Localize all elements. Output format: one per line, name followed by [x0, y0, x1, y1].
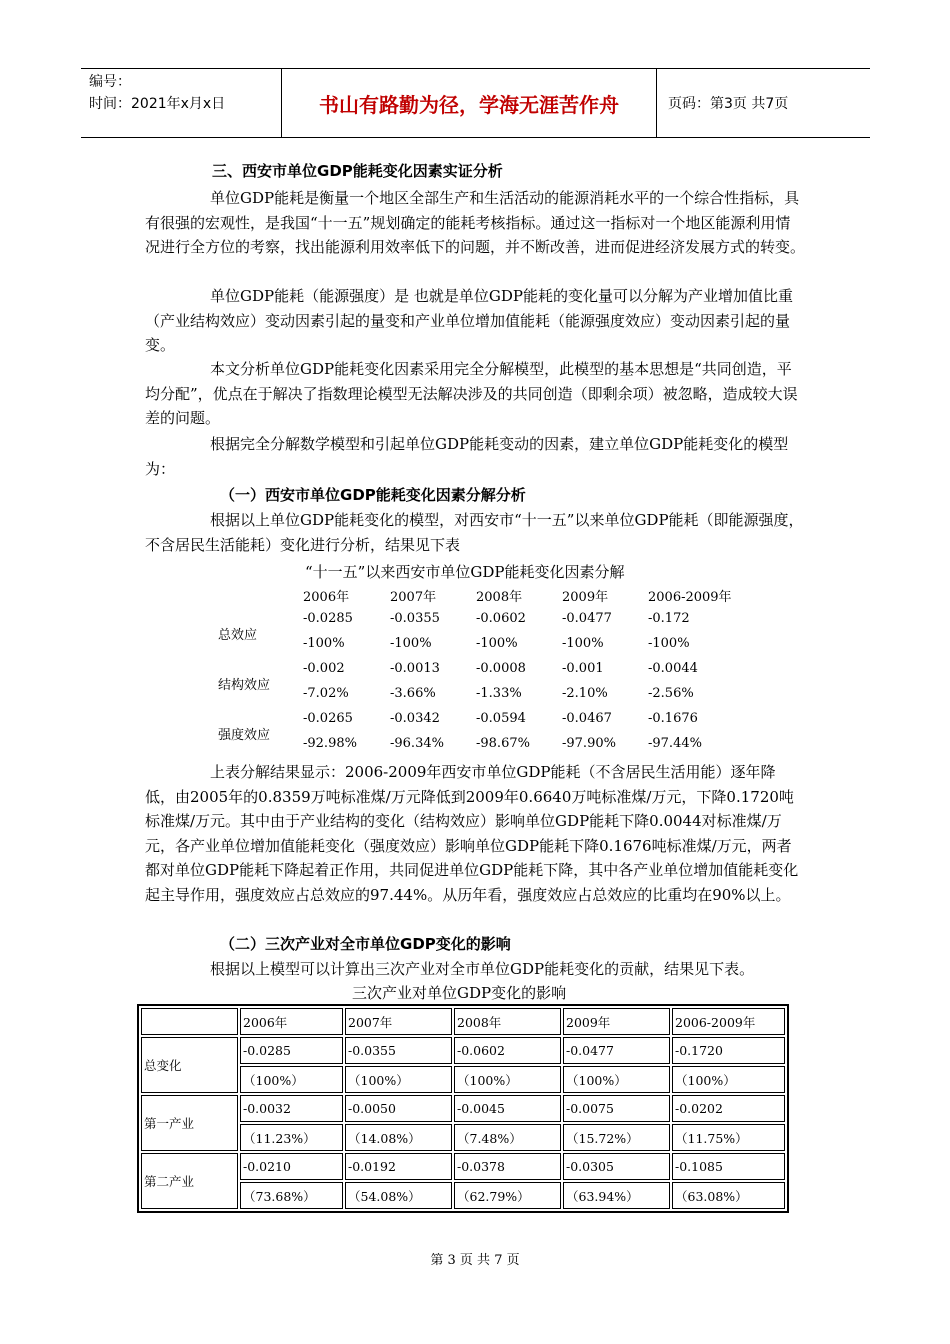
table2-year: 2006-2009年: [672, 1008, 785, 1035]
table2-cell: （100%）: [454, 1066, 561, 1093]
table2-cell: （100%）: [563, 1066, 670, 1093]
table1-year-4: 2009年: [562, 590, 609, 605]
table1-cell: -0.002: [303, 661, 345, 676]
table2-year: 2008年: [454, 1008, 561, 1035]
table2-cell: -0.0192: [345, 1153, 452, 1180]
table1-cell: -1.33%: [476, 686, 522, 701]
table1-cell: -100%: [390, 636, 432, 651]
table2-year: 2009年: [563, 1008, 670, 1035]
table1-cell: -100%: [476, 636, 518, 651]
table1-year-3: 2008年: [476, 590, 523, 605]
table1-cell: -0.0013: [390, 661, 440, 676]
table2-cell: （100%）: [240, 1066, 343, 1093]
table1-cell: -0.0285: [303, 611, 353, 626]
table2-row: [141, 1153, 785, 1180]
table2-cell: （54.08%）: [345, 1182, 452, 1209]
table2-cell: -0.0075: [563, 1095, 670, 1122]
table2-row-label: 总变化: [141, 1037, 238, 1093]
table2-year: 2007年: [345, 1008, 452, 1035]
table2-cell: -0.0305: [563, 1153, 670, 1180]
table1-cell: -100%: [303, 636, 345, 651]
table1-cell: -0.0342: [390, 711, 440, 726]
table2-row-label: 第二产业: [141, 1153, 238, 1209]
table1-cell: -100%: [648, 636, 690, 651]
subsection-2-title: （二）三次产业对全市单位GDP变化的影响: [220, 935, 511, 953]
table1-cell: -2.10%: [562, 686, 608, 701]
table1-cell: -7.02%: [303, 686, 349, 701]
table2-header-row: [141, 1008, 785, 1035]
subsection-2-paragraph: 根据以上模型可以计算出三次产业对全市单位GDP能耗变化的贡献，结果见下表。: [210, 960, 755, 978]
table1-cell: -0.0008: [476, 661, 526, 676]
table1-year-1: 2006年: [303, 590, 350, 605]
table1-cell: -92.98%: [303, 736, 357, 751]
table2-cell: （62.79%）: [454, 1182, 561, 1209]
paragraph-1: 单位GDP能耗是衡量一个地区全部生产和生活活动的能源消耗水平的一个综合性指标，具有很强的宏观性，是我国“十一五”规划确定的能耗考核指标。通过这一指标对一个地区能源利用情况进行全方位的考察，找出能源利用效率低下的问题，并不断改善，进而促进经济发展方式的转变。: [145, 189, 806, 256]
header-meta: [81, 69, 282, 137]
table2-cell: -0.0045: [454, 1095, 561, 1122]
header-page-text: 页码：第3页 共7页: [668, 96, 789, 112]
paragraph-2: 单位GDP能耗（能源强度）是 也就是单位GDP能耗的变化量可以分解为产业增加值比重（产业结构效应）变动因素引起的量变和产业单位增加值能耗（能源强度效应）变动因素引起的量变。: [145, 287, 793, 354]
table2-cell: （73.68%）: [240, 1182, 343, 1209]
table1-cell: -0.0602: [476, 611, 526, 626]
table1-row-label: 强度效应: [218, 728, 271, 743]
table1-cell: -98.67%: [476, 736, 530, 751]
section-title: 三、西安市单位GDP能耗变化因素实证分析: [212, 162, 503, 180]
table2-row-label: 第一产业: [141, 1095, 238, 1151]
table1-row-label: 结构效应: [218, 678, 271, 693]
paragraph-4: 根据完全分解数学模型和引起单位GDP能耗变动的因素，建立单位GDP能耗变化的模型为：: [145, 435, 789, 478]
table2-cell: （11.75%）: [672, 1124, 785, 1151]
table1-cell: -2.56%: [648, 686, 694, 701]
table1-cell: -0.0355: [390, 611, 440, 626]
table2-row: [141, 1037, 785, 1064]
table1-cell: -0.0265: [303, 711, 353, 726]
table1-year-2: 2007年: [390, 590, 437, 605]
table2-year: 2006年: [240, 1008, 343, 1035]
table2-row: [141, 1095, 785, 1122]
table1-cell: -97.44%: [648, 736, 702, 751]
table2-cell: （7.48%）: [454, 1124, 561, 1151]
table1-cell: -0.0477: [562, 611, 612, 626]
table2-cell: -0.0210: [240, 1153, 343, 1180]
table1-cell: -0.1676: [648, 711, 698, 726]
table1-title: “十一五”以来西安市单位GDP能耗变化因素分解: [305, 563, 625, 581]
table2-cell: （100%）: [345, 1066, 452, 1093]
table1-cell: -0.0044: [648, 661, 698, 676]
subsection-1-paragraph: 根据以上单位GDP能耗变化的模型，对西安市“十一五”以来单位GDP能耗（即能源强度，不含居民生活能耗）变化进行分析，结果见下表: [145, 511, 804, 554]
table2-cell: （14.08%）: [345, 1124, 452, 1151]
table2-cell: （63.94%）: [563, 1182, 670, 1209]
table2-cell: -0.0050: [345, 1095, 452, 1122]
table1-cell: -3.66%: [390, 686, 436, 701]
table2-cell: （11.23%）: [240, 1124, 343, 1151]
table1-cell: -97.90%: [562, 736, 616, 751]
table1-year-5: 2006-2009年: [648, 590, 732, 605]
table2-cell: （100%）: [672, 1066, 785, 1093]
table1-cell: -0.172: [648, 611, 690, 626]
table2-cell: （63.08%）: [672, 1182, 785, 1209]
table2-cell: -0.0477: [563, 1037, 670, 1064]
header-slogan: 书山有路勤为径，学海无涯苦作舟: [282, 69, 657, 137]
table2-cell: -0.0355: [345, 1037, 452, 1064]
table2-cell: -0.0202: [672, 1095, 785, 1122]
table2-cell: -0.1085: [672, 1153, 785, 1180]
subsection-1-title: （一）西安市单位GDP能耗变化因素分解分析: [220, 486, 526, 504]
table2-cell: -0.0285: [240, 1037, 343, 1064]
table2: [137, 1004, 789, 1213]
table1-row-label: 总效应: [218, 628, 258, 643]
table2-cell: -0.0602: [454, 1037, 561, 1064]
table1-cell: -0.0467: [562, 711, 612, 726]
table1-cell: -0.0594: [476, 711, 526, 726]
table2-cell: -0.1720: [672, 1037, 785, 1064]
analysis-paragraph: 上表分解结果显示：2006-2009年西安市单位GDP能耗（不含居民生活用能）逐年降低，由2005年的0.8359万吨标准煤/万元降低到2009年0.6640万吨标准煤/万元，下降0.1720吨标准煤/万元。其中由于产业结构的变化（结构效应）影响单位GDP能耗下降0.0044对标准煤/万元，各产业单位增加值能耗变化（强度效应）影响单位GDP能耗下降0.1676吨标准煤/万元，两者都对单位GDP能耗下降起着正作用，共同促进单位GDP能耗下降，其中各产业单位增加值能耗变化起主导作用，强度效应占总效应的97.44%。从历年看，强度效应占总效应的比重均在90%以上。: [145, 763, 799, 904]
table2-cell: （15.72%）: [563, 1124, 670, 1151]
page-header: [81, 68, 870, 138]
table1-cell: -100%: [562, 636, 604, 651]
table2-corner: [141, 1008, 238, 1035]
paragraph-3: 本文分析单位GDP能耗变化因素采用完全分解模型，此模型的基本思想是“共同创造，平均分配”，优点在于解决了指数理论模型无法解决涉及的共同创造（即剩余项）被忽略，造成较大误差的问题。: [145, 360, 798, 427]
page-footer: 第 3 页 共 7 页: [430, 1253, 520, 1268]
table2-cell: -0.0378: [454, 1153, 561, 1180]
table1-cell: -96.34%: [390, 736, 444, 751]
table2-title: 三次产业对单位GDP变化的影响: [352, 984, 567, 1002]
header-code: 编号：: [89, 74, 131, 90]
table1-cell: -0.001: [562, 661, 604, 676]
header-page-number: [664, 69, 870, 137]
table2-cell: -0.0032: [240, 1095, 343, 1122]
header-date: 时间：2021年x月x日: [89, 96, 226, 112]
